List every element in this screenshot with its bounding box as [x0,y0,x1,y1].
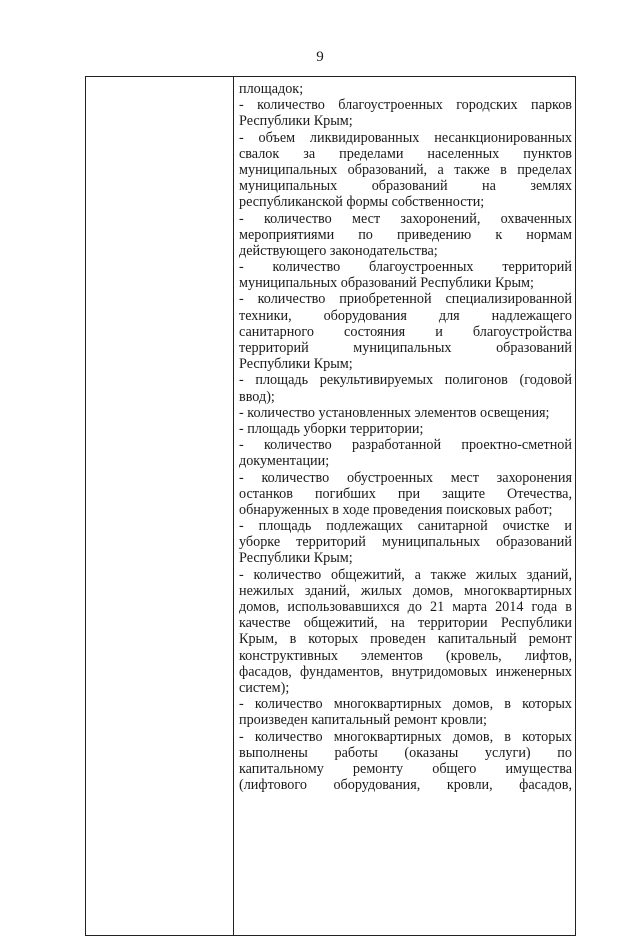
text-line: действующего законодательства; [239,242,438,259]
text-line: конструктивных элементов (кровель, лифтов, [239,647,572,664]
text-line: Республики Крым; [239,356,353,373]
text-line: уборке территорий муниципальных образований [239,534,572,551]
text-line: систем); [239,679,290,696]
text-line: площадок; [239,81,304,97]
table-left-cell [86,77,233,935]
text-line: муниципальных образований Республики Крым; [239,275,534,292]
text-line: муниципальных образований, а также в пределах [239,161,572,178]
text-line: Республики Крым; [239,550,353,567]
text-line: Республики Крым; [239,113,353,130]
text-line: домов, использовавшихся до 21 марта 2014 года в [239,599,572,615]
table [85,76,576,936]
text-line: - количество обустроенных мест захоронения [239,469,572,486]
text-line: республиканской формы собственности; [239,194,485,211]
text-line: фасадов, фундаментов, внутридомовых инженерных [239,663,572,680]
text-line: документации; [239,453,330,470]
text-line: - количество благоустроенных городских парков [239,97,572,114]
text-line: - количество многоквартирных домов, в которых [239,696,572,713]
text-line: техники, оборудования для надлежащего [239,307,572,324]
text-line: Крым, в которых проведен капитальный ремонт [239,631,572,648]
text-line: (лифтового оборудования, кровли, фасадов, [239,777,572,794]
text-line: - объем ликвидированных несанкционированных [239,129,572,146]
text-line: мероприятиями по приведению к нормам [239,226,572,243]
text-line: - количество многоквартирных домов, в которых [239,728,572,745]
text-line: ввод); [239,388,275,405]
text-line: территорий муниципальных образований [239,340,572,356]
text-line: качестве общежитий, на территории Республики [239,615,572,632]
text-line: обнаруженных в ходе проведения поисковых работ; [239,501,553,518]
text-line: - площадь уборки территории; [239,420,424,437]
text-line: нежилых зданий, жилых домов, многоквартирных [239,582,572,599]
text-line: останков погибших при защите Отечества, [239,485,572,502]
text-line: муниципальных образований на землях [239,178,572,195]
column-divider [233,77,234,935]
text-line: произведен капитальный ремонт кровли; [239,712,487,729]
table-right-cell [239,81,572,793]
text-line: - количество разработанной проектно-сметной [239,437,572,454]
text-line: - количество благоустроенных территорий [239,259,572,276]
text-line: санитарного состояния и благоустройства [239,323,572,340]
text-line: капитальному ремонту общего имущества [239,760,572,777]
text-line: - количество приобретенной специализированной [239,291,572,308]
text-line: свалок за пределами населенных пунктов [239,145,572,162]
page-number: 9 [316,49,324,65]
text-line: - площадь подлежащих санитарной очистке и [239,518,572,535]
text-line: - количество мест захоронений, охваченных [239,210,572,227]
text-line: - количество общежитий, а также жилых зданий, [239,566,572,583]
text-line: - площадь рекультивируемых полигонов (годовой [239,372,572,389]
text-line: выполнены работы (оказаны услуги) по [239,744,572,761]
text-line: - количество установленных элементов освещения; [239,404,550,421]
